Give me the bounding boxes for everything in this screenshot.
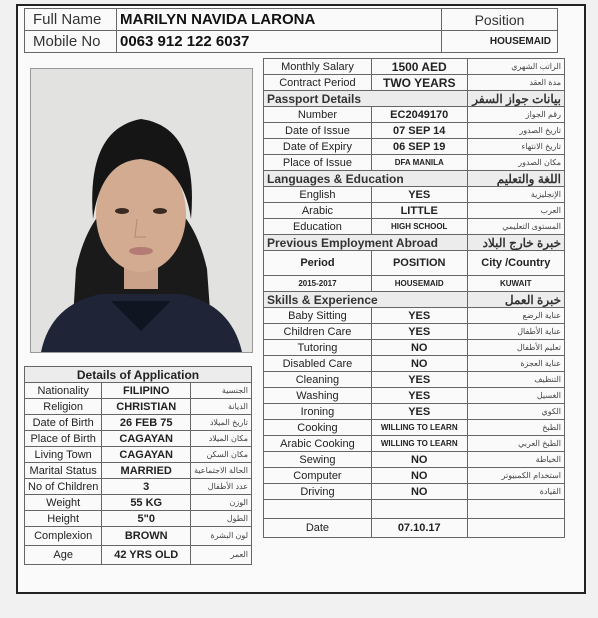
row-label: Arabic [264,203,372,219]
row-label: Driving [264,484,372,500]
row-label-ar: عناية الأطفال [467,324,564,340]
row-value: YES [371,187,467,203]
row-label-ar: الطول [191,511,252,527]
table-row [264,468,565,484]
passport-section-header [264,91,565,107]
row-label: Place of Birth [25,431,102,447]
table-row [264,484,565,500]
row-value: CAGAYAN [102,431,191,447]
blank-row [264,500,565,519]
table-row [25,399,252,415]
row-label-ar: الطبخ [467,420,564,436]
row-value: 42 YRS OLD [102,546,191,565]
position-label: Position [442,9,558,31]
employment-position: HOUSEMAID [371,276,467,292]
row-value: DFA MANILA [371,155,467,171]
row-value: NO [371,356,467,372]
row-label: Religion [25,399,102,415]
row-label: Number [264,107,372,123]
row-label: Weight [25,495,102,511]
row-value: NO [371,468,467,484]
row-value: 07 SEP 14 [371,123,467,139]
row-label: Arabic Cooking [264,436,372,452]
employment-title: Previous Employment Abroad [264,235,468,251]
row-value: FILIPINO [102,383,191,399]
table-row [264,123,565,139]
row-value: BROWN [102,527,191,546]
table-row [25,447,252,463]
row-value: TWO YEARS [371,75,467,91]
row-label-ar: الراتب الشهري [467,59,564,75]
row-label: Cooking [264,420,372,436]
row-label-ar: الديانة [191,399,252,415]
row-label-ar: تاريخ الانتهاء [467,139,564,155]
row-label-ar: العمر [191,546,252,565]
row-value: MARRIED [102,463,191,479]
row-value: 55 KG [102,495,191,511]
row-value: YES [371,404,467,420]
row-label-ar: الإنجليزية [467,187,564,203]
row-label: Sewing [264,452,372,468]
passport-title: Passport Details [264,91,468,107]
row-value: YES [371,372,467,388]
table-row [264,219,565,235]
header-table [24,8,558,53]
table-row [25,415,252,431]
table-row [264,404,565,420]
table-row [264,324,565,340]
row-label-ar: التنظيف [467,372,564,388]
languages-title-ar: اللغة والتعليم [467,171,564,187]
row-label: Children Care [264,324,372,340]
row-label: Ironing [264,404,372,420]
row-value: CHRISTIAN [102,399,191,415]
date-row [264,519,565,538]
employment-period: 2015-2017 [264,276,372,292]
row-label: Cleaning [264,372,372,388]
row-value: 3 [102,479,191,495]
row-label: Date of Issue [264,123,372,139]
full-name-label: Full Name [25,9,117,31]
column-header: POSITION [371,251,467,276]
details-right-table [263,58,565,538]
row-value: YES [371,388,467,404]
row-label: Height [25,511,102,527]
row-label: Monthly Salary [264,59,372,75]
application-form [16,4,586,594]
mobile-value: 0063 912 122 6037 [117,31,442,53]
table-row [264,139,565,155]
row-label-ar: الخياطة [467,452,564,468]
table-row [25,463,252,479]
row-label-ar: العرب [467,203,564,219]
column-header: Period [264,251,372,276]
row-value: YES [371,324,467,340]
employment-section-header [264,235,565,251]
row-label-ar: رقم الجواز [467,107,564,123]
table-row [264,308,565,324]
table-row [25,431,252,447]
row-label-ar: مكان الميلاد [191,431,252,447]
table-row [264,452,565,468]
row-value: CAGAYAN [102,447,191,463]
table-row [264,107,565,123]
table-row [264,187,565,203]
table-row [264,340,565,356]
row-label-ar: تاريخ الصدور [467,123,564,139]
column-header: City /Country [467,251,564,276]
row-value: NO [371,484,467,500]
row-label-ar: القيادة [467,484,564,500]
table-row [264,436,565,452]
row-label: Complexion [25,527,102,546]
row-value: 1500 AED [371,59,467,75]
languages-title: Languages & Education [264,171,468,187]
row-label-ar: مكان الصدور [467,155,564,171]
row-value: 5"0 [102,511,191,527]
row-label-ar: الغسيل [467,388,564,404]
row-label: Marital Status [25,463,102,479]
row-label-ar: الحالة الاجتماعية [191,463,252,479]
row-label: Contract Period [264,75,372,91]
table-row [25,495,252,511]
row-label: Age [25,546,102,565]
row-label-ar: الكوي [467,404,564,420]
skills-title-ar: خبرة العمل [467,292,564,308]
row-label: Date of Expiry [264,139,372,155]
table-row [25,546,252,565]
passport-title-ar: بيانات جواز السفر [467,91,564,107]
row-label: Disabled Care [264,356,372,372]
row-label: Tutoring [264,340,372,356]
row-value: EC2049170 [371,107,467,123]
employment-country: KUWAIT [467,276,564,292]
row-value: WILLING TO LEARN [371,436,467,452]
row-value: NO [371,452,467,468]
table-row [264,388,565,404]
row-label: Computer [264,468,372,484]
application-title: Details of Application [25,367,252,383]
row-label: Nationality [25,383,102,399]
table-row [25,527,252,546]
table-row [264,75,565,91]
languages-section-header [264,171,565,187]
row-label-ar: الوزن [191,495,252,511]
table-row [264,203,565,219]
application-details-table [24,366,252,565]
date-label: Date [264,519,372,538]
portrait-image [31,69,252,352]
table-row [264,420,565,436]
row-label-ar: عناية الرضع [467,308,564,324]
employment-columns [264,251,565,276]
row-label-ar: استخدام الكمبيوتر [467,468,564,484]
row-value: LITTLE [371,203,467,219]
row-label-ar: تاريخ الميلاد [191,415,252,431]
row-label-ar: المستوى التعليمي [467,219,564,235]
row-label: No of Children [25,479,102,495]
employment-title-ar: خبرة خارج البلاد [467,235,564,251]
table-row [264,155,565,171]
applicant-photo [30,68,253,353]
row-value: WILLING TO LEARN [371,420,467,436]
row-value: NO [371,340,467,356]
row-label: Education [264,219,372,235]
row-label: Living Town [25,447,102,463]
full-name-value: MARILYN NAVIDA LARONA [117,9,442,31]
table-row [264,276,565,292]
table-row [25,511,252,527]
position-value: HOUSEMAID [442,31,558,53]
row-value: 06 SEP 19 [371,139,467,155]
row-value: YES [371,308,467,324]
row-label-ar: عدد الأطفال [191,479,252,495]
row-label-ar: تعليم الأطفال [467,340,564,356]
date-value: 07.10.17 [371,519,467,538]
row-label: Baby Sitting [264,308,372,324]
table-row [25,479,252,495]
skills-title: Skills & Experience [264,292,468,308]
row-label-ar: مكان السكن [191,447,252,463]
row-label-ar: الجنسية [191,383,252,399]
row-label-ar: الطبخ العربي [467,436,564,452]
row-label: Place of Issue [264,155,372,171]
row-value: 26 FEB 75 [102,415,191,431]
row-label: English [264,187,372,203]
row-label: Date of Birth [25,415,102,431]
table-row [264,372,565,388]
skills-section-header [264,292,565,308]
table-row [264,59,565,75]
row-value: HIGH SCHOOL [371,219,467,235]
row-label-ar: مدة العقد [467,75,564,91]
row-label-ar: لون البشرة [191,527,252,546]
application-section-header [25,367,252,383]
mobile-label: Mobile No [25,31,117,53]
row-label-ar: عناية العجزة [467,356,564,372]
table-row [25,383,252,399]
row-label: Washing [264,388,372,404]
table-row [264,356,565,372]
